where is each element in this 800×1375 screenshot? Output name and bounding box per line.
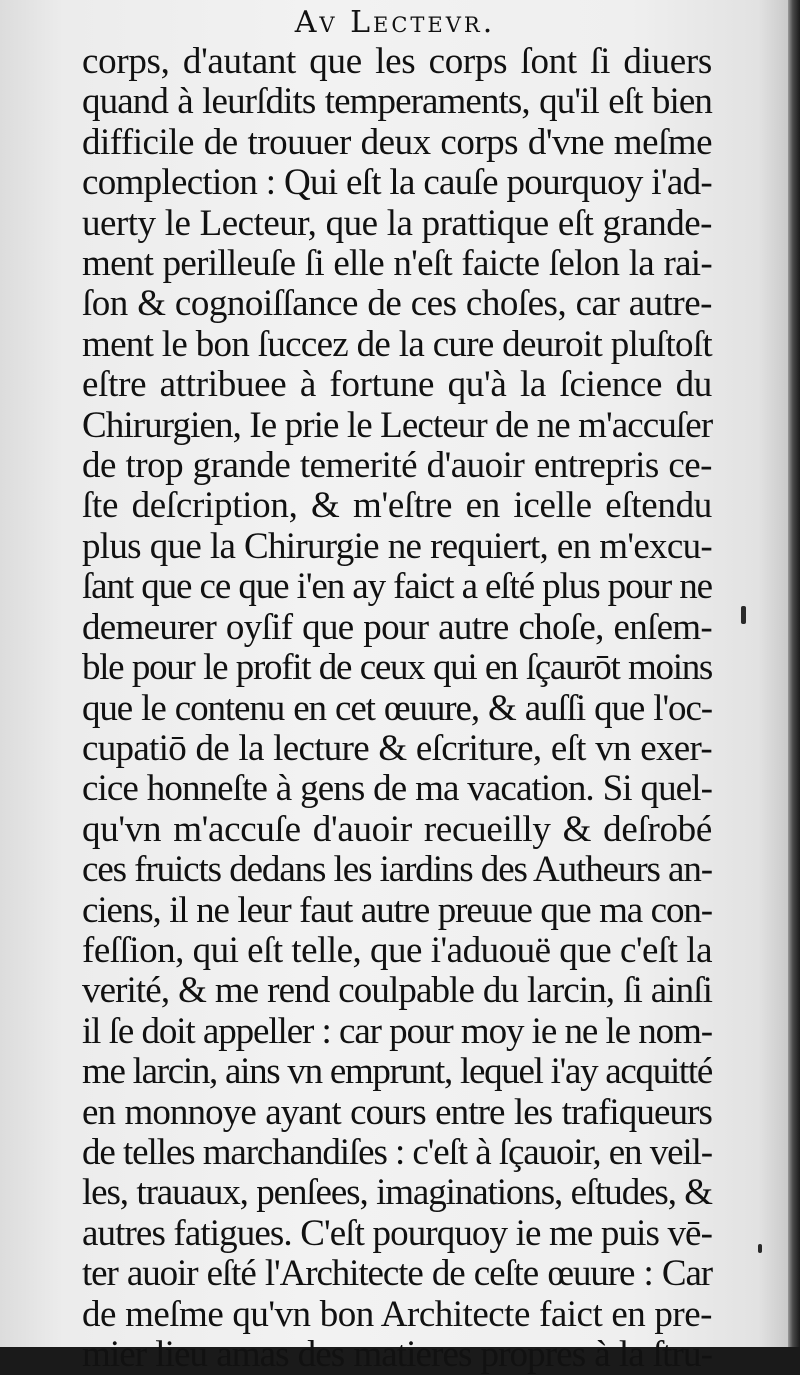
text-line: il ſe doit appeller : car pour moy ie ne le nom-: [82, 1010, 712, 1052]
text-line: uerty le Lecteur, que la prattique eſt grande-: [82, 202, 712, 244]
text-line: mier lieu amas des matieres propres à la ſtru-: [82, 1334, 712, 1375]
ink-speck: [758, 1244, 762, 1253]
text-line: ſon & cognoiſſance de ces choſes, car autre-: [82, 283, 712, 325]
running-head: Av Lectevr.: [294, 5, 496, 40]
text-line: corps, d'autant que les corps ſont ſi diuers: [82, 41, 712, 82]
text-line: ment perilleuſe ſi elle n'eſt faicte ſelon la rai-: [82, 243, 712, 285]
text-line: ſte deſcription, & m'eſtre en icelle eſtendu: [82, 485, 712, 527]
body-text: [82, 42, 712, 1375]
text-line: en monnoye ayant cours entre les trafiqueurs: [82, 1091, 712, 1133]
text-line: les, trauaux, penſees, imaginations, eſtudes, &: [82, 1172, 712, 1214]
text-line: ble pour le profit de ceux qui en ſçaurōt moins: [82, 647, 712, 689]
text-line: de meſme qu'vn bon Architecte faict en pre-: [82, 1293, 712, 1335]
text-line: demeurer oyſif que pour autre choſe, enſem-: [82, 606, 712, 648]
text-line: cupatiō de la lecture & eſcriture, eſt vn exer-: [82, 727, 712, 769]
text-line: ces fruicts dedans les iardins des Autheurs an-: [82, 849, 712, 891]
page-edge-shadow: [788, 0, 800, 1347]
ink-speck: [741, 606, 746, 624]
text-line: Chirurgien, Ie prie le Lecteur de ne m'accuſer: [82, 404, 713, 446]
text-line: complection : Qui eſt la cauſe pourquoy i'ad-: [82, 162, 712, 204]
text-line: quand à leurſdits temperaments, qu'il eſt bien: [82, 81, 712, 123]
text-line: autres fatigues. C'eſt pourquoy ie me puis vē-: [82, 1212, 712, 1254]
text-line: feſſion, qui eſt telle, que i'aduouë que c'eſt la: [82, 929, 712, 971]
text-line: me larcin, ains vn emprunt, lequel i'ay acquitté: [82, 1051, 712, 1093]
text-line: que le contenu en cet œuure, & auſſi que l'oc-: [82, 687, 712, 729]
text-line: de trop grande temerité d'auoir entrepris ce-: [82, 445, 712, 487]
text-line: plus que la Chirurgie ne requiert, en m'excu-: [82, 525, 712, 567]
text-line: verité, & me rend coulpable du larcin, ſi ainſi: [82, 970, 712, 1012]
text-line: ciens, il ne leur faut autre preuue que ma con-: [82, 889, 712, 931]
text-line: ſant que ce que i'en ay faict a eſté plus pour ne: [82, 566, 712, 608]
text-line: ment le bon ſuccez de la cure deuroit pluſtoſt: [82, 323, 712, 365]
text-line: de telles marchandiſes : c'eſt à ſçauoir, en veil-: [82, 1131, 712, 1173]
text-line: eſtre attribuee à fortune qu'à la ſcience du: [82, 364, 712, 406]
text-line: cice honneſte à gens de ma vacation. Si quel-: [82, 768, 712, 810]
text-line: ter auoir eſté l'Architecte de ceſte œuure : Car: [82, 1253, 712, 1295]
text-line: qu'vn m'accuſe d'auoir recueilly & deſrobé: [82, 808, 712, 850]
text-line: difficile de trouuer deux corps d'vne meſme: [82, 121, 712, 163]
